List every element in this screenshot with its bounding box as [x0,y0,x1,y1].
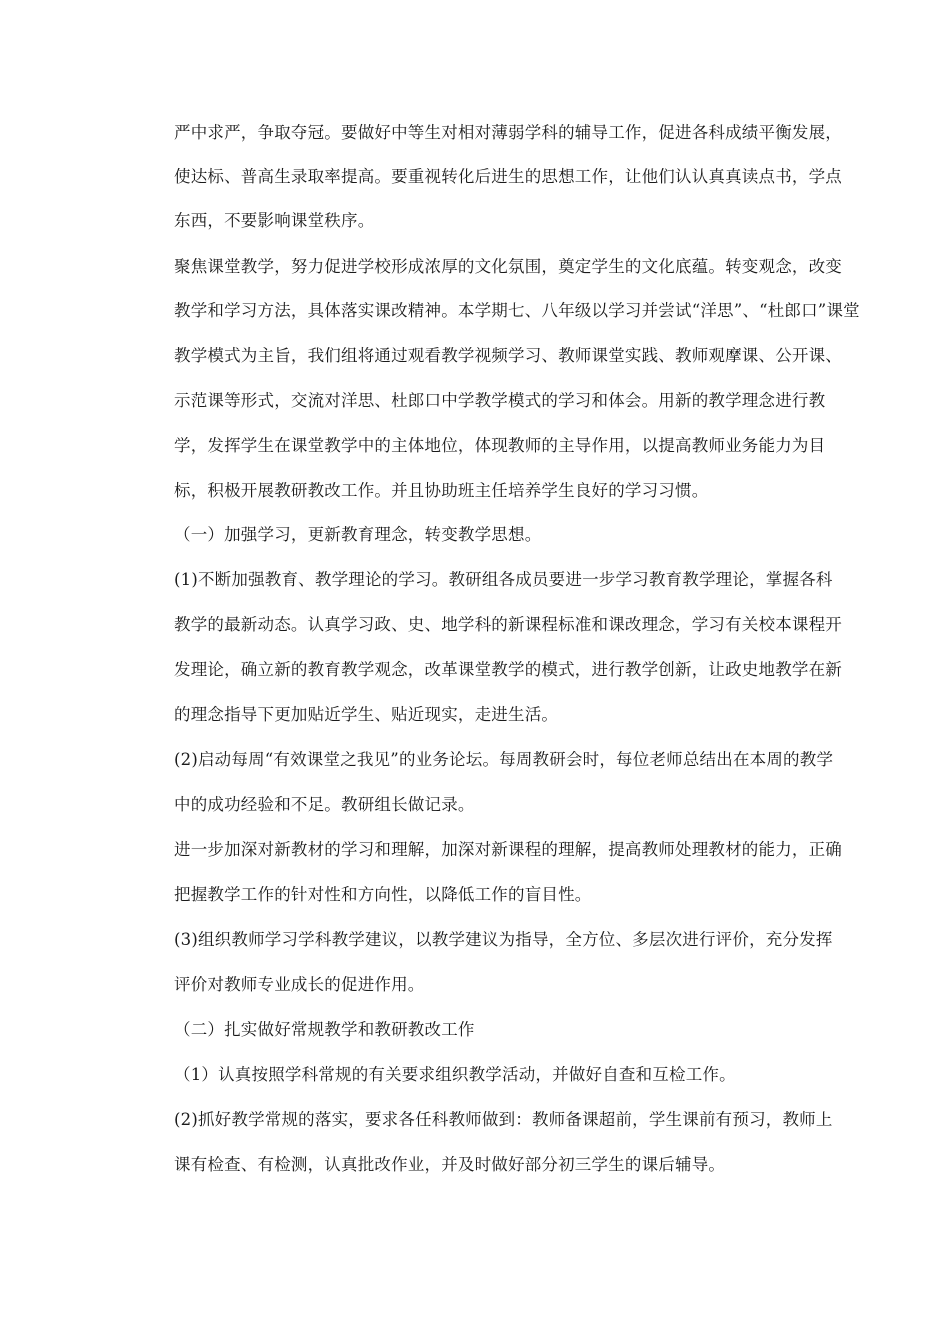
text-line: 课有检查、有检测，认真批改作业，并及时做好部分初三学生的课后辅导。 [174,1155,726,1174]
text-line: 教学和学习方法，具体落实课改精神。本学期七、八年级以学习并尝试“洋思”、“杜郎口”课堂 [174,301,860,320]
section-heading: （一）加强学习，更新教育理念，转变教学思想。 [174,525,542,544]
text-line: 东西，不要影响课堂秩序。 [174,211,375,230]
text-line: 的理念指导下更加贴近学生、贴近现实，走进生活。 [174,705,559,724]
text-line: （1）认真按照学科常规的有关要求组织教学活动，并做好自查和互检工作。 [174,1065,736,1084]
text-line: (2)启动每周“有效课堂之我见”的业务论坛。每周教研会时，每位老师总结出在本周的教学 [174,750,834,769]
text-line: 中的成功经验和不足。教研组长做记录。 [174,795,475,814]
text-line: 发理论，确立新的教育教学观念，改革课堂教学的模式，进行教学创新，让政史地教学在新 [174,660,842,679]
text-line: (3)组织教师学习学科教学建议，以教学建议为指导，全方位、多层次进行评价，充分发挥 [174,930,833,949]
text-line: 教学的最新动态。认真学习政、史、地学科的新课程标准和课改理念，学习有关校本课程开 [174,615,842,634]
text-line: (1)不断加强教育、教学理论的学习。教研组各成员要进一步学习教育教学理论，掌握各科 [174,570,833,589]
text-line: 标，积极开展教研教改工作。并且协助班主任培养学生良好的学习习惯。 [174,481,709,500]
text-line: (2)抓好教学常规的落实，要求各任科教师做到：教师备课超前，学生课前有预习，教师上 [174,1110,833,1129]
text-line: 教学模式为主旨，我们组将通过观看教学视频学习、教师课堂实践、教师观摩课、公开课、 [174,346,842,365]
text-line: 聚焦课堂教学，努力促进学校形成浓厚的文化氛围，奠定学生的文化底蕴。转变观念，改变 [174,257,842,276]
text-line: 严中求严，争取夺冠。要做好中等生对相对薄弱学科的辅导工作，促进各科成绩平衡发展， [174,123,842,142]
section-heading: （二）扎实做好常规教学和教研教改工作 [174,1020,475,1039]
text-line: 评价对教师专业成长的促进作用。 [174,975,425,994]
text-line: 进一步加深对新教材的学习和理解，加深对新课程的理解，提高教师处理教材的能力，正确 [174,840,842,859]
text-line: 使达标、普高生录取率提高。要重视转化后进生的思想工作，让他们认认真真读点书，学点 [174,167,842,186]
text-line: 把握教学工作的针对性和方向性，以降低工作的盲目性。 [174,885,592,904]
text-line: 示范课等形式，交流对洋思、杜郎口中学教学模式的学习和体会。用新的教学理念进行教 [174,391,826,410]
text-line: 学，发挥学生在课堂教学中的主体地位，体现教师的主导作用，以提高教师业务能力为目 [174,436,826,455]
